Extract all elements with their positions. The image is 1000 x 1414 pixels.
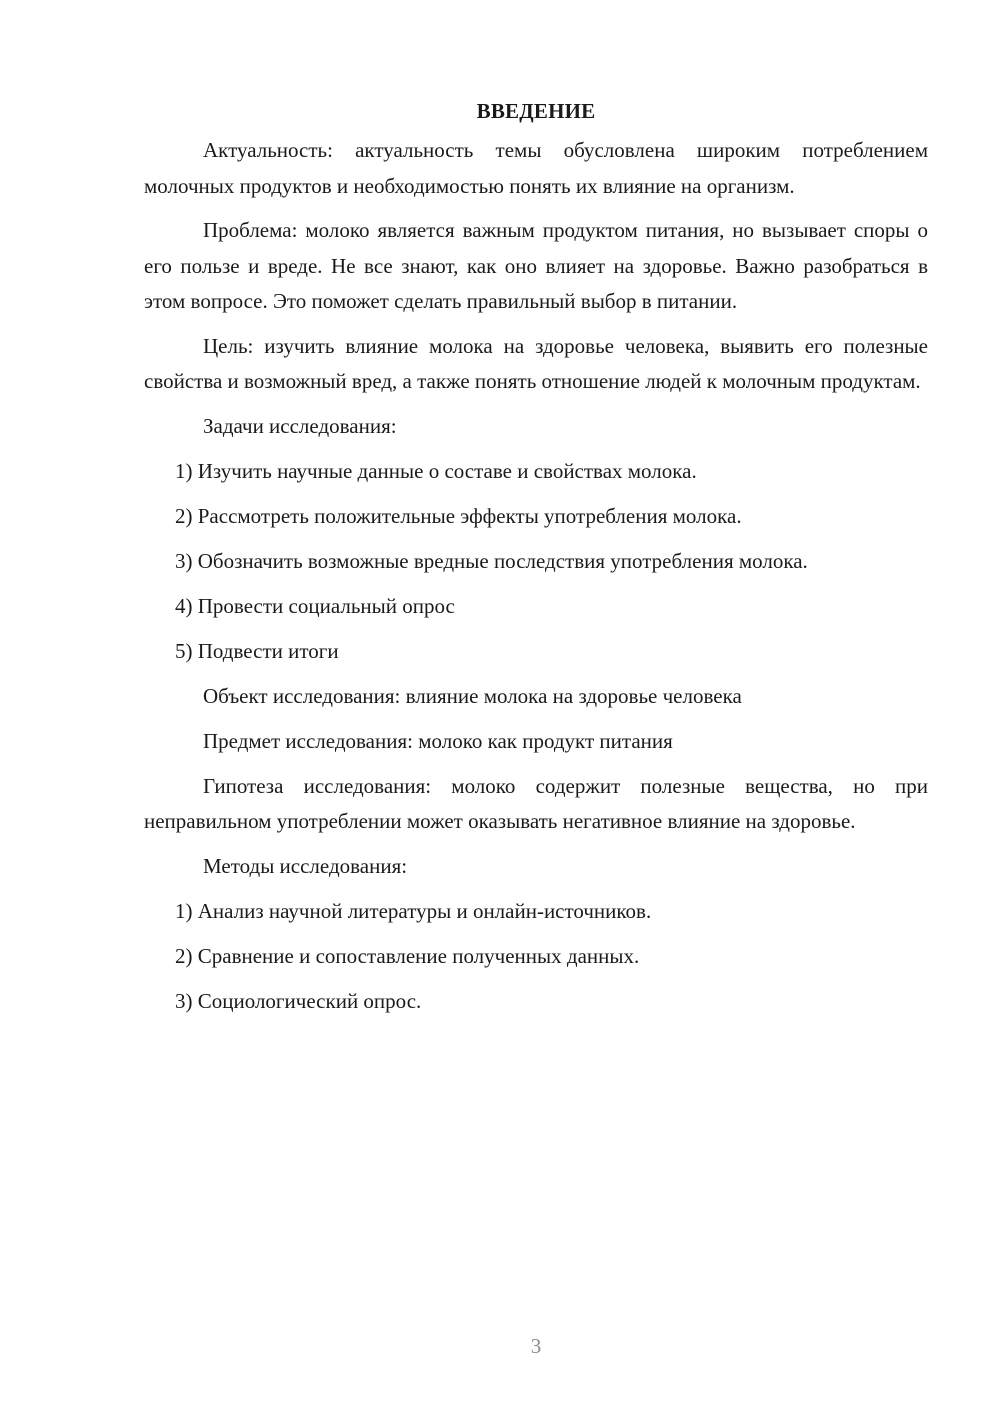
subject-line: Предмет исследования: молоко как продукт питания (203, 728, 673, 753)
list-item: 3) Обозначить возможные вредные последствия употребления молока. (175, 548, 808, 573)
page-number: 3 (530, 1334, 542, 1358)
tasks-list (144, 454, 928, 670)
list-item: 3) Социологический опрос. (175, 988, 422, 1013)
methods-heading: Методы исследования: (203, 853, 408, 878)
list-item: 1) Изучить научные данные о составе и свойствах молока. (175, 458, 697, 483)
section-title: ВВЕДЕНИЕ (476, 99, 596, 123)
problem-paragraph: Проблема: молоко является важным продуктом питания, но вызывает споры о его пользе и вреде. Не все знают, как оно влияет на здоровье. Важно разобраться в этом вопросе. Это поможет сделать правильный выбор в питании. (144, 218, 928, 313)
relevance-paragraph: Актуальность: актуальность темы обусловлена широким потреблением молочных продуктов и необходимостью понять их влияние на организм. (144, 138, 928, 198)
object-line: Объект исследования: влияние молока на здоровье человека (203, 683, 742, 708)
hypothesis-paragraph: Гипотеза исследования: молоко содержит полезные вещества, но при неправильном употреблении может оказывать негативное влияние на здоровье. (144, 773, 928, 833)
list-item: 1) Анализ научной литературы и онлайн-источников. (175, 898, 652, 923)
list-item: 2) Сравнение и сопоставление полученных данных. (175, 943, 640, 968)
document-page (144, 93, 928, 1029)
tasks-heading: Задачи исследования: (203, 413, 397, 438)
goal-paragraph: Цель: изучить влияние молока на здоровье человека, выявить его полезные свойства и возможный вред, а также понять отношение людей к молочным продуктам. (144, 333, 928, 393)
list-item: 5) Подвести итоги (175, 638, 339, 663)
methods-list (144, 894, 928, 1020)
list-item: 4) Провести социальный опрос (175, 593, 455, 618)
list-item: 2) Рассмотреть положительные эффекты употребления молока. (175, 503, 742, 528)
